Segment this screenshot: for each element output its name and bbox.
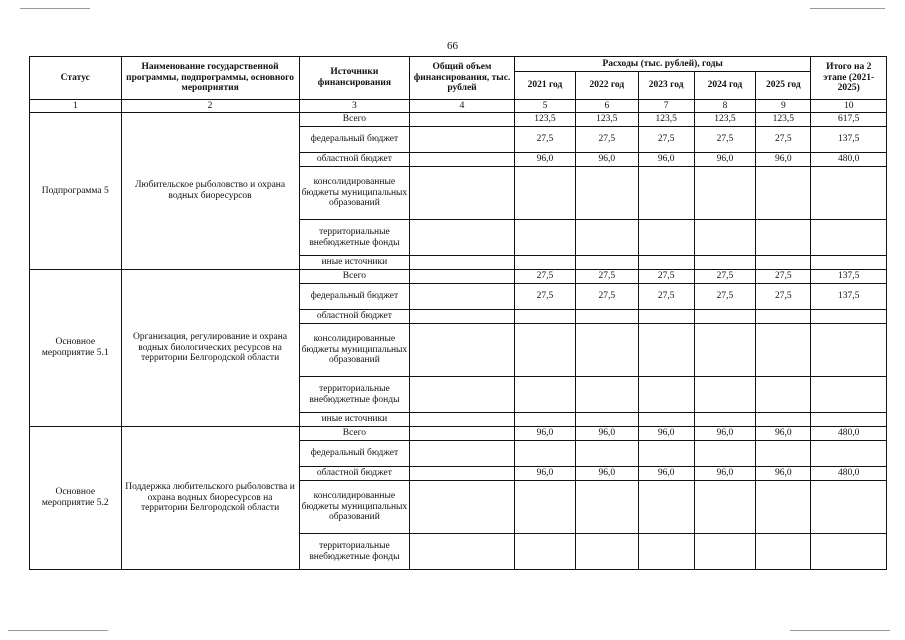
year-value-cell (756, 256, 811, 270)
year-value-cell: 123,5 (694, 113, 755, 127)
year-value-cell (576, 324, 638, 377)
funding-source-cell: Всего (299, 270, 410, 284)
year-value-cell (638, 481, 694, 534)
year-value-cell: 27,5 (514, 127, 575, 153)
year-value-cell: 27,5 (756, 284, 811, 310)
year-value-cell (694, 481, 755, 534)
year-value-cell (756, 481, 811, 534)
year-value-cell (694, 441, 755, 467)
year-value-cell (576, 377, 638, 413)
total-volume-cell (410, 481, 515, 534)
year-value-cell (756, 441, 811, 467)
year-value-cell (514, 220, 575, 256)
funding-source-cell: территориальные внебюджетные фонды (299, 220, 410, 256)
year-value-cell: 96,0 (514, 153, 575, 167)
year-value-cell: 123,5 (576, 113, 638, 127)
year-value-cell: 96,0 (756, 153, 811, 167)
status-cell: Подпрограмма 5 (30, 113, 122, 270)
year-value-cell (514, 310, 575, 324)
year-value-cell (514, 413, 575, 427)
year-value-cell (638, 377, 694, 413)
year-value-cell (694, 256, 755, 270)
row-total-cell (811, 256, 887, 270)
year-value-cell (576, 441, 638, 467)
column-number: 7 (638, 100, 694, 113)
total-volume-cell (410, 441, 515, 467)
year-value-cell (756, 413, 811, 427)
program-name-cell: Поддержка любительского рыболовства и охрана водных биоресурсов на территории Белгородской области (121, 427, 299, 570)
row-total-cell: 137,5 (811, 270, 887, 284)
total-volume-cell (410, 153, 515, 167)
year-value-cell: 123,5 (756, 113, 811, 127)
year-value-cell: 96,0 (638, 427, 694, 441)
total-volume-cell (410, 310, 515, 324)
funding-source-cell: Всего (299, 427, 410, 441)
year-value-cell: 27,5 (638, 127, 694, 153)
funding-source-cell: иные источники (299, 256, 410, 270)
column-number: 8 (694, 100, 755, 113)
row-total-cell: 137,5 (811, 127, 887, 153)
funding-source-cell: территориальные внебюджетные фонды (299, 377, 410, 413)
header-total: Итого на 2 этапе (2021-2025) (811, 57, 887, 100)
year-value-cell: 96,0 (638, 467, 694, 481)
header-program-name: Наименование государственной программы, подпрограммы, основного мероприятия (121, 57, 299, 100)
year-value-cell (514, 324, 575, 377)
table-body (30, 113, 887, 570)
year-value-cell (694, 310, 755, 324)
scan-edge-top-left (20, 8, 90, 9)
header-year-2024: 2024 год (694, 72, 755, 100)
year-value-cell: 96,0 (694, 467, 755, 481)
total-volume-cell (410, 167, 515, 220)
year-value-cell: 96,0 (756, 467, 811, 481)
year-value-cell (694, 534, 755, 570)
year-value-cell (638, 534, 694, 570)
year-value-cell: 27,5 (756, 270, 811, 284)
table-row (30, 113, 887, 127)
year-value-cell (638, 167, 694, 220)
year-value-cell: 27,5 (576, 270, 638, 284)
row-total-cell (811, 441, 887, 467)
year-value-cell: 96,0 (756, 427, 811, 441)
year-value-cell (514, 377, 575, 413)
funding-source-cell: областной бюджет (299, 310, 410, 324)
year-value-cell (756, 324, 811, 377)
total-volume-cell (410, 113, 515, 127)
scan-edge-bottom-right (790, 630, 890, 631)
funding-source-cell: Всего (299, 113, 410, 127)
funding-source-cell: областной бюджет (299, 467, 410, 481)
table-row (30, 427, 887, 441)
funding-source-cell: федеральный бюджет (299, 127, 410, 153)
program-name-cell: Любительское рыболовство и охрана водных биоресурсов (121, 113, 299, 270)
year-value-cell (514, 481, 575, 534)
column-number: 1 (30, 100, 122, 113)
total-volume-cell (410, 220, 515, 256)
funding-source-cell: консолидированные бюджеты муниципальных образований (299, 324, 410, 377)
row-total-cell: 480,0 (811, 427, 887, 441)
funding-source-cell: федеральный бюджет (299, 284, 410, 310)
funding-source-cell: иные источники (299, 413, 410, 427)
row-total-cell (811, 220, 887, 256)
year-value-cell (576, 413, 638, 427)
year-value-cell: 27,5 (694, 127, 755, 153)
year-value-cell: 27,5 (638, 284, 694, 310)
year-value-cell (576, 481, 638, 534)
column-number: 4 (410, 100, 515, 113)
year-value-cell: 96,0 (638, 153, 694, 167)
year-value-cell: 27,5 (576, 127, 638, 153)
header-expenses: Расходы (тыс. рублей), годы (514, 57, 811, 72)
year-value-cell (638, 220, 694, 256)
year-value-cell (576, 534, 638, 570)
total-volume-cell (410, 377, 515, 413)
funding-source-cell: консолидированные бюджеты муниципальных образований (299, 167, 410, 220)
header-year-2025: 2025 год (756, 72, 811, 100)
column-number: 6 (576, 100, 638, 113)
year-value-cell (576, 167, 638, 220)
budget-table (29, 56, 887, 570)
scan-edge-bottom-left (8, 630, 108, 631)
row-total-cell (811, 377, 887, 413)
row-total-cell (811, 413, 887, 427)
year-value-cell: 27,5 (576, 284, 638, 310)
header-sources: Источники финансирования (299, 57, 410, 100)
year-value-cell: 96,0 (514, 467, 575, 481)
year-value-cell (756, 377, 811, 413)
year-value-cell (756, 167, 811, 220)
year-value-cell (514, 256, 575, 270)
row-total-cell: 480,0 (811, 153, 887, 167)
table-row (30, 270, 887, 284)
funding-source-cell: консолидированные бюджеты муниципальных образований (299, 481, 410, 534)
program-name-cell: Организация, регулирование и охрана водных биологических ресурсов на территории Белгородской области (121, 270, 299, 427)
year-value-cell (576, 256, 638, 270)
year-value-cell (694, 413, 755, 427)
header-year-2023: 2023 год (638, 72, 694, 100)
year-value-cell (638, 441, 694, 467)
column-number: 3 (299, 100, 410, 113)
header-year-2022: 2022 год (576, 72, 638, 100)
funding-source-cell: территориальные внебюджетные фонды (299, 534, 410, 570)
year-value-cell (514, 441, 575, 467)
year-value-cell: 27,5 (514, 284, 575, 310)
total-volume-cell (410, 427, 515, 441)
year-value-cell (638, 324, 694, 377)
total-volume-cell (410, 127, 515, 153)
year-value-cell (694, 377, 755, 413)
row-total-cell (811, 534, 887, 570)
year-value-cell (514, 534, 575, 570)
row-total-cell: 137,5 (811, 284, 887, 310)
header-year-2021: 2021 год (514, 72, 575, 100)
status-cell: Основное мероприятие 5.1 (30, 270, 122, 427)
year-value-cell (694, 220, 755, 256)
total-volume-cell (410, 270, 515, 284)
year-value-cell (694, 167, 755, 220)
total-volume-cell (410, 467, 515, 481)
scan-edge-top-right (810, 8, 885, 9)
year-value-cell: 123,5 (638, 113, 694, 127)
total-volume-cell (410, 284, 515, 310)
year-value-cell (638, 413, 694, 427)
year-value-cell (756, 534, 811, 570)
row-total-cell: 480,0 (811, 467, 887, 481)
total-volume-cell (410, 256, 515, 270)
year-value-cell: 96,0 (576, 427, 638, 441)
row-total-cell (811, 310, 887, 324)
column-number: 10 (811, 100, 887, 113)
year-value-cell: 27,5 (756, 127, 811, 153)
funding-source-cell: федеральный бюджет (299, 441, 410, 467)
year-value-cell: 123,5 (514, 113, 575, 127)
year-value-cell (756, 220, 811, 256)
column-number: 5 (514, 100, 575, 113)
total-volume-cell (410, 413, 515, 427)
year-value-cell (576, 310, 638, 324)
year-value-cell (514, 167, 575, 220)
year-value-cell: 27,5 (694, 284, 755, 310)
year-value-cell: 27,5 (638, 270, 694, 284)
column-number: 9 (756, 100, 811, 113)
row-total-cell (811, 167, 887, 220)
year-value-cell: 27,5 (694, 270, 755, 284)
year-value-cell: 96,0 (694, 153, 755, 167)
header-total-volume: Общий объем финансирования, тыс. рублей (410, 57, 515, 100)
year-value-cell: 96,0 (576, 467, 638, 481)
row-total-cell: 617,5 (811, 113, 887, 127)
funding-source-cell: областной бюджет (299, 153, 410, 167)
column-number: 2 (121, 100, 299, 113)
header-status: Статус (30, 57, 122, 100)
year-value-cell (638, 256, 694, 270)
year-value-cell (576, 220, 638, 256)
row-total-cell (811, 324, 887, 377)
year-value-cell: 27,5 (514, 270, 575, 284)
year-value-cell: 96,0 (694, 427, 755, 441)
total-volume-cell (410, 324, 515, 377)
page-number: 66 (447, 40, 458, 52)
status-cell: Основное мероприятие 5.2 (30, 427, 122, 570)
year-value-cell (694, 324, 755, 377)
year-value-cell: 96,0 (514, 427, 575, 441)
year-value-cell (638, 310, 694, 324)
row-total-cell (811, 481, 887, 534)
total-volume-cell (410, 534, 515, 570)
year-value-cell (756, 310, 811, 324)
year-value-cell: 96,0 (576, 153, 638, 167)
